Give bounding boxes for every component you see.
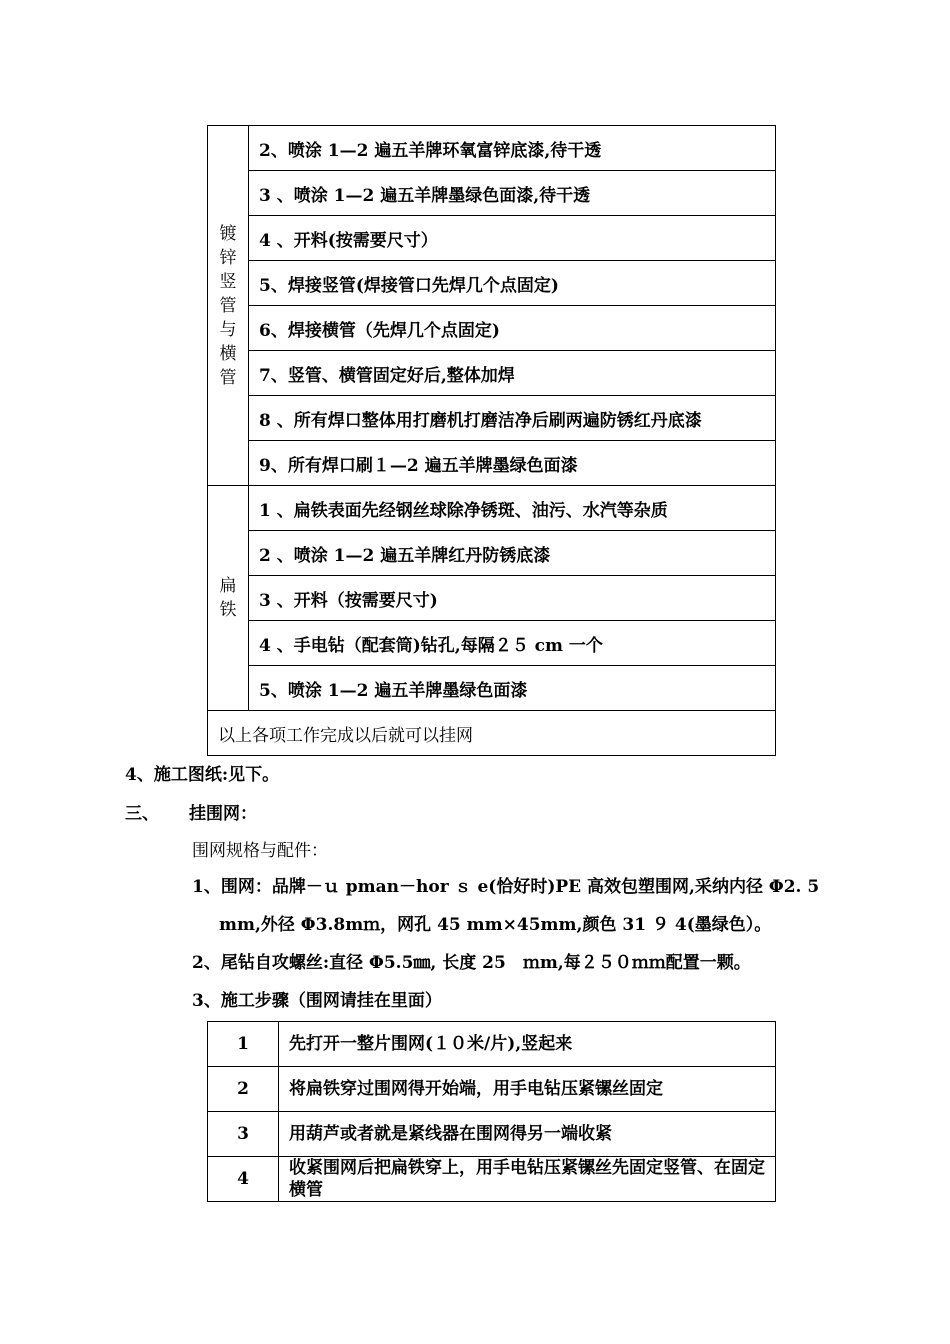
spec-item-2: 2、尾钻自攻螺丝:直径 Φ5.5㎜, 长度 25 ｍm,每２５０ｍｍ配置一颗。: [192, 953, 751, 973]
table-row: [208, 216, 776, 261]
step-cell: 5、喷涂 1—2 遍五羊牌墨绿色面漆: [249, 666, 776, 711]
process-table: [207, 125, 776, 756]
table-row: [208, 126, 776, 171]
step-cell: 1 、扁铁表面先经钢丝球除净锈斑、油污、水汽等杂质: [249, 486, 776, 531]
step-cell: 9、所有焊口刷１—2 遍五羊牌墨绿色面漆: [249, 441, 776, 486]
spec-title: 围网规格与配件：: [192, 841, 328, 861]
step-text: 用葫芦或者就是紧线器在围网得另一端收紧: [279, 1112, 776, 1157]
step-number: 2: [208, 1067, 279, 1112]
step-cell: 6、焊接横管（先焊几个点固定): [249, 306, 776, 351]
table-row: [208, 666, 776, 711]
table-row: [208, 1157, 776, 1202]
step-cell: 7、竖管、横管固定好后,整体加焊: [249, 351, 776, 396]
step-cell: 2、喷涂 1—2 遍五羊牌环氧富锌底漆,待干透: [249, 126, 776, 171]
step-number: 4: [208, 1157, 279, 1202]
spec-item-3: 3、施工步骤（围网请挂在里面）: [192, 991, 442, 1011]
step-cell: 4 、开料(按需要尺寸）: [249, 216, 776, 261]
category-cell: 镀锌竖管与横管: [208, 126, 249, 486]
step-cell: 4 、手电钻（配套筒)钻孔,每隔２５ cm 一个: [249, 621, 776, 666]
step-cell: 8 、所有焊口整体用打磨机打磨洁净后刷两遍防锈红丹底漆: [249, 396, 776, 441]
table-row: [208, 576, 776, 621]
table-row: [208, 396, 776, 441]
section-3-title: 挂围网：: [189, 804, 257, 824]
section-3-number: 三、: [125, 804, 159, 824]
table-row: [208, 1022, 776, 1067]
table-row: [208, 441, 776, 486]
step-cell: 5、焊接竖管(焊接管口先焊几个点固定): [249, 261, 776, 306]
category-cell: 扁铁: [208, 486, 249, 711]
step-text: 将扁铁穿过围网得开始端，用手电钻压紧镙丝固定: [279, 1067, 776, 1112]
step-number: 1: [208, 1022, 279, 1067]
spec-item-1-line-2: mm,外径 Φ3.8mｍ，网孔 45 mm×45mm,颜色 31 ９ 4(墨绿色）。: [219, 915, 772, 935]
table-row: [208, 351, 776, 396]
table-row: [208, 621, 776, 666]
step-number: 3: [208, 1112, 279, 1157]
step-text: 收紧围网后把扁铁穿上，用手电钻压紧镙丝先固定竖管、在固定横管: [279, 1157, 776, 1202]
spec-item-1-line-1: 1、围网：品牌－ｕ pman－hor ｓ e(恰好时)PE 高效包塑围网,采纳内径 Φ2. 5: [192, 877, 820, 897]
table-row: [208, 261, 776, 306]
step-cell: 3 、喷涂 1—2 遍五羊牌墨绿色面漆,待干透: [249, 171, 776, 216]
section-4-heading: 4、施工图纸:见下。: [125, 765, 280, 785]
table-row: [208, 171, 776, 216]
construction-steps-table: [207, 1021, 776, 1202]
step-cell: 2 、喷涂 1—2 遍五羊牌红丹防锈底漆: [249, 531, 776, 576]
step-cell: 3 、开料（按需要尺寸): [249, 576, 776, 621]
table-row: [208, 1067, 776, 1112]
table-row: [208, 711, 776, 756]
table-row: [208, 306, 776, 351]
table-row: [208, 486, 776, 531]
table-row: [208, 531, 776, 576]
table-row: [208, 1112, 776, 1157]
table-footer-note: 以上各项工作完成以后就可以挂网: [208, 711, 776, 756]
step-text: 先打开一整片围网(１０米/片),竖起来: [279, 1022, 776, 1067]
